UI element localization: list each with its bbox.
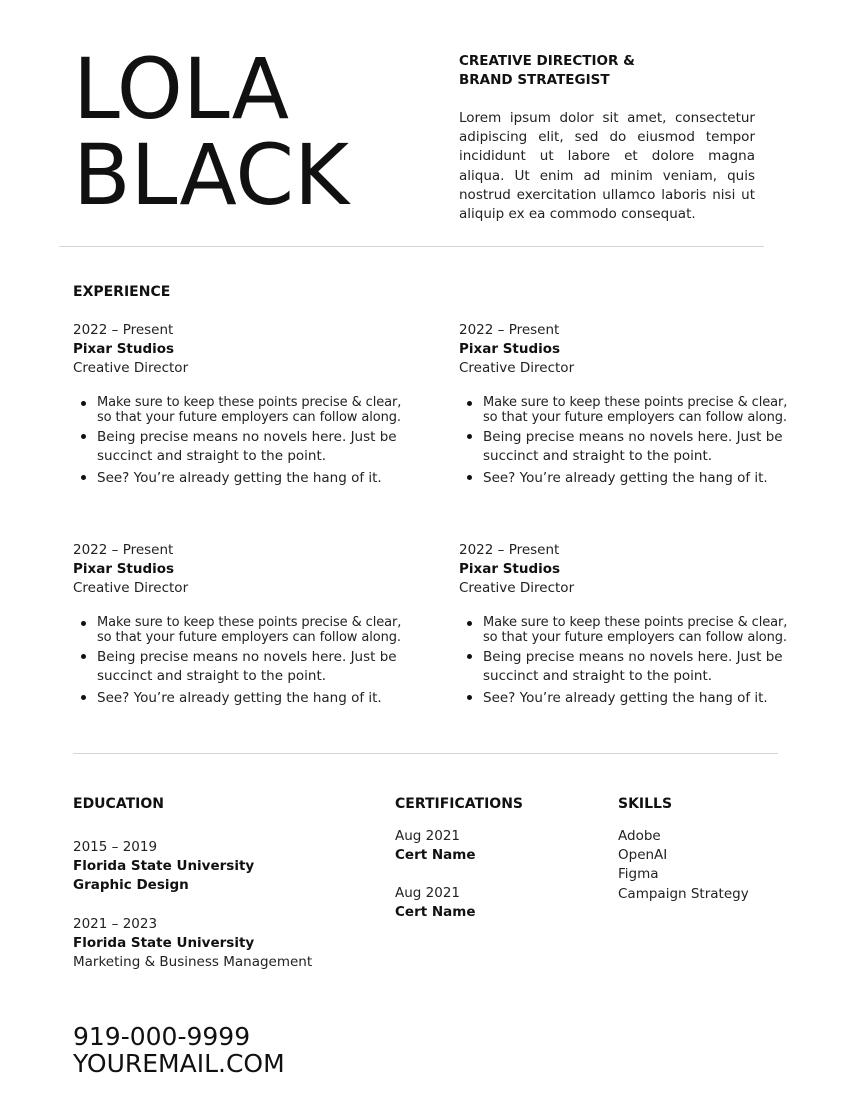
job-dates: 2022 – Present [73, 322, 174, 338]
certification-date: Aug 2021 [395, 828, 461, 844]
education-program: Graphic Design [73, 877, 189, 894]
job-bullet: Make sure to keep these points precise & clear, so that your future employers can follow along. [483, 395, 788, 425]
headline-line-1: CREATIVE DIRECTIOR & [459, 53, 635, 69]
skill-item: OpenAI [618, 847, 668, 864]
job-bullets [459, 615, 789, 708]
education-school: Florida State University [73, 858, 255, 875]
education-dates: 2015 – 2019 [73, 839, 158, 855]
first-name: LOLA [73, 40, 290, 138]
job-company: Pixar Studios [73, 561, 175, 577]
job-bullet: See? You’re already getting the hang of it. [483, 469, 789, 488]
job-company: Pixar Studios [459, 561, 561, 577]
job-bullet: Make sure to keep these points precise & clear, so that your future employers can follow along. [97, 395, 402, 425]
last-name: BLACK [73, 126, 350, 224]
job-bullet: Being precise means no novels here. Just be succinct and straight to the point. [97, 648, 403, 686]
header-divider [59, 246, 764, 247]
summary: Lorem ipsum dolor sit amet, consectetur adipiscing elit, sed do eiusmod tempor incididunt ut labore et dolore magna aliqua. Ut enim ad minim veniam, quis nostrud exercitation ullamco laboris nisi ut aliquip ex ea commodo consequat. [459, 110, 755, 223]
job-role: Creative Director [73, 580, 189, 596]
education-entry [73, 915, 373, 973]
skill-item: Campaign Strategy [618, 885, 749, 902]
job-entry [459, 541, 789, 711]
job-bullets [73, 615, 403, 708]
certification-date: Aug 2021 [395, 885, 461, 901]
contact-phone: 919-000-9999 [73, 1022, 251, 1051]
skill-item: Figma [618, 866, 659, 883]
certification-entry [395, 884, 595, 922]
job-role: Creative Director [73, 360, 189, 376]
job-bullets [459, 395, 789, 488]
job-bullet: See? You’re already getting the hang of it. [97, 469, 403, 488]
job-entry [73, 541, 403, 711]
education-entry [73, 838, 373, 896]
experience-title: EXPERIENCE [73, 284, 171, 300]
experience-divider [73, 753, 778, 754]
certification-name: Cert Name [395, 847, 476, 864]
job-dates: 2022 – Present [459, 542, 560, 558]
job-company: Pixar Studios [459, 341, 561, 357]
job-bullet: See? You’re already getting the hang of it. [483, 689, 789, 708]
job-role: Creative Director [459, 580, 575, 596]
certification-entry [395, 827, 595, 865]
education-title: EDUCATION [73, 796, 164, 812]
certification-name: Cert Name [395, 904, 476, 921]
job-entry [459, 321, 789, 491]
job-dates: 2022 – Present [459, 322, 560, 338]
skills-list [618, 827, 818, 904]
skills-title: SKILLS [618, 796, 673, 812]
job-bullet: Being precise means no novels here. Just be succinct and straight to the point. [483, 428, 789, 466]
education-program: Marketing & Business Management [73, 954, 313, 971]
job-bullet: Make sure to keep these points precise & clear, so that your future employers can follow along. [97, 615, 402, 645]
contact-email: YOUREMAIL.COM [73, 1049, 285, 1078]
job-bullet: Being precise means no novels here. Just be succinct and straight to the point. [483, 648, 789, 686]
job-dates: 2022 – Present [73, 542, 174, 558]
headline-line-2: BRAND STRATEGIST [459, 72, 610, 88]
job-bullet: See? You’re already getting the hang of it. [97, 689, 403, 708]
job-role: Creative Director [459, 360, 575, 376]
education-school: Florida State University [73, 935, 255, 952]
job-bullet: Being precise means no novels here. Just be succinct and straight to the point. [97, 428, 403, 466]
education-dates: 2021 – 2023 [73, 916, 158, 932]
job-bullets [73, 395, 403, 488]
job-bullet: Make sure to keep these points precise & clear, so that your future employers can follow along. [483, 615, 788, 645]
certifications-title: CERTIFICATIONS [395, 796, 524, 812]
job-company: Pixar Studios [73, 341, 175, 357]
headline [459, 52, 759, 90]
job-entry [73, 321, 403, 491]
skill-item: Adobe [618, 828, 661, 844]
